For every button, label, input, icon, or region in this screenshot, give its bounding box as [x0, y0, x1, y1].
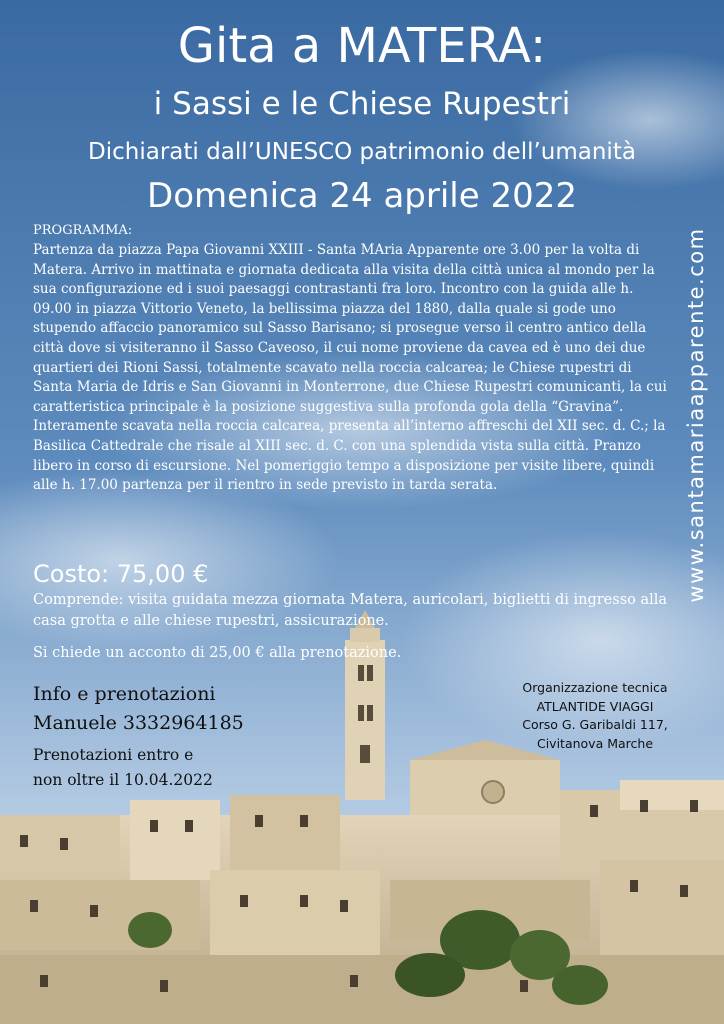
website-link[interactable]: www.santamariaapparente.com — [684, 227, 708, 603]
organizer-city: Civitanova Marche — [536, 735, 654, 751]
info-title: Info e prenotazioni — [33, 683, 216, 705]
deposit-note: Si chiede un acconto di 25,00 € alla prenotazione. — [33, 645, 402, 661]
organizer-label: Organizzazione tecnica — [522, 680, 668, 695]
program-text: Partenza da piazza Papa Giovanni XXIII - Santa MAria Apparente ore 3.00 per la volta di Matera. Arrivo in mattinata e giornata dedicata alla visita della città unica al mondo per la sua configurazione ed i suoi paesaggi contrastanti fra loro. Incontro con la guida alle h. 09.00 in piazza Vittorio Veneto, la bellissima piazza del 1880, dalla quale si gode uno stupendo affaccio panoramico sul Sasso Barisano; si prosegue verso il centro antico della città dove si visiteranno il Sasso Caveoso, il cui nome proviene da cavea ed è uno dei due quartieri dei Rioni Sassi, totalmente scavato nella roccia calcarea; le Chiese rupestri di Santa Maria de Idris e San Giovanni in Monterrone, due Chiese Rupestri comunicanti, la cui caratteristica principale è la posizione suggestiva sulla profonda gola della “Gravina”. Interamente scavata nella roccia calcarea, presenta all’interno affreschi del XII sec. d. C.; la Basilica Cattedrale che risale al XIII sec. d. C. con una splendida vista sulla città. Pranzo libero in corso di escursione. Nel pomeriggio tempo a disposizione per visite libere, quindi alle h. 17.00 partenza per il rientro in sede previsto in tarda serata. — [33, 242, 667, 494]
event-date: Domenica 24 aprile 2022 — [147, 176, 577, 216]
price: Costo: 75,00 € — [33, 560, 209, 588]
organizer-block — [490, 679, 700, 753]
organizer-address: Corso G. Garibaldi 117, — [522, 717, 668, 732]
contact-phone: Manuele 3332964185 — [33, 712, 244, 734]
event-subtitle: i Sassi e le Chiese Rupestri — [153, 86, 571, 122]
booking-deadline-line2: non oltre il 10.04.2022 — [33, 771, 213, 789]
program-label: PROGRAMMA: — [33, 223, 133, 238]
unesco-line: Dichiarati dall’UNESCO patrimonio dell’umanità — [88, 139, 636, 165]
website-vertical — [671, 190, 721, 640]
organizer-name: ATLANTIDE VIAGGI — [536, 698, 654, 714]
included-items: Comprende: visita guidata mezza giornata Matera, auricolari, biglietti di ingresso alla casa grotta e alle chiese rupestri, assicurazione. — [33, 592, 668, 629]
booking-deadline-line1: Prenotazioni entro e — [33, 746, 194, 764]
event-title: Gita a MATERA: — [177, 18, 547, 74]
